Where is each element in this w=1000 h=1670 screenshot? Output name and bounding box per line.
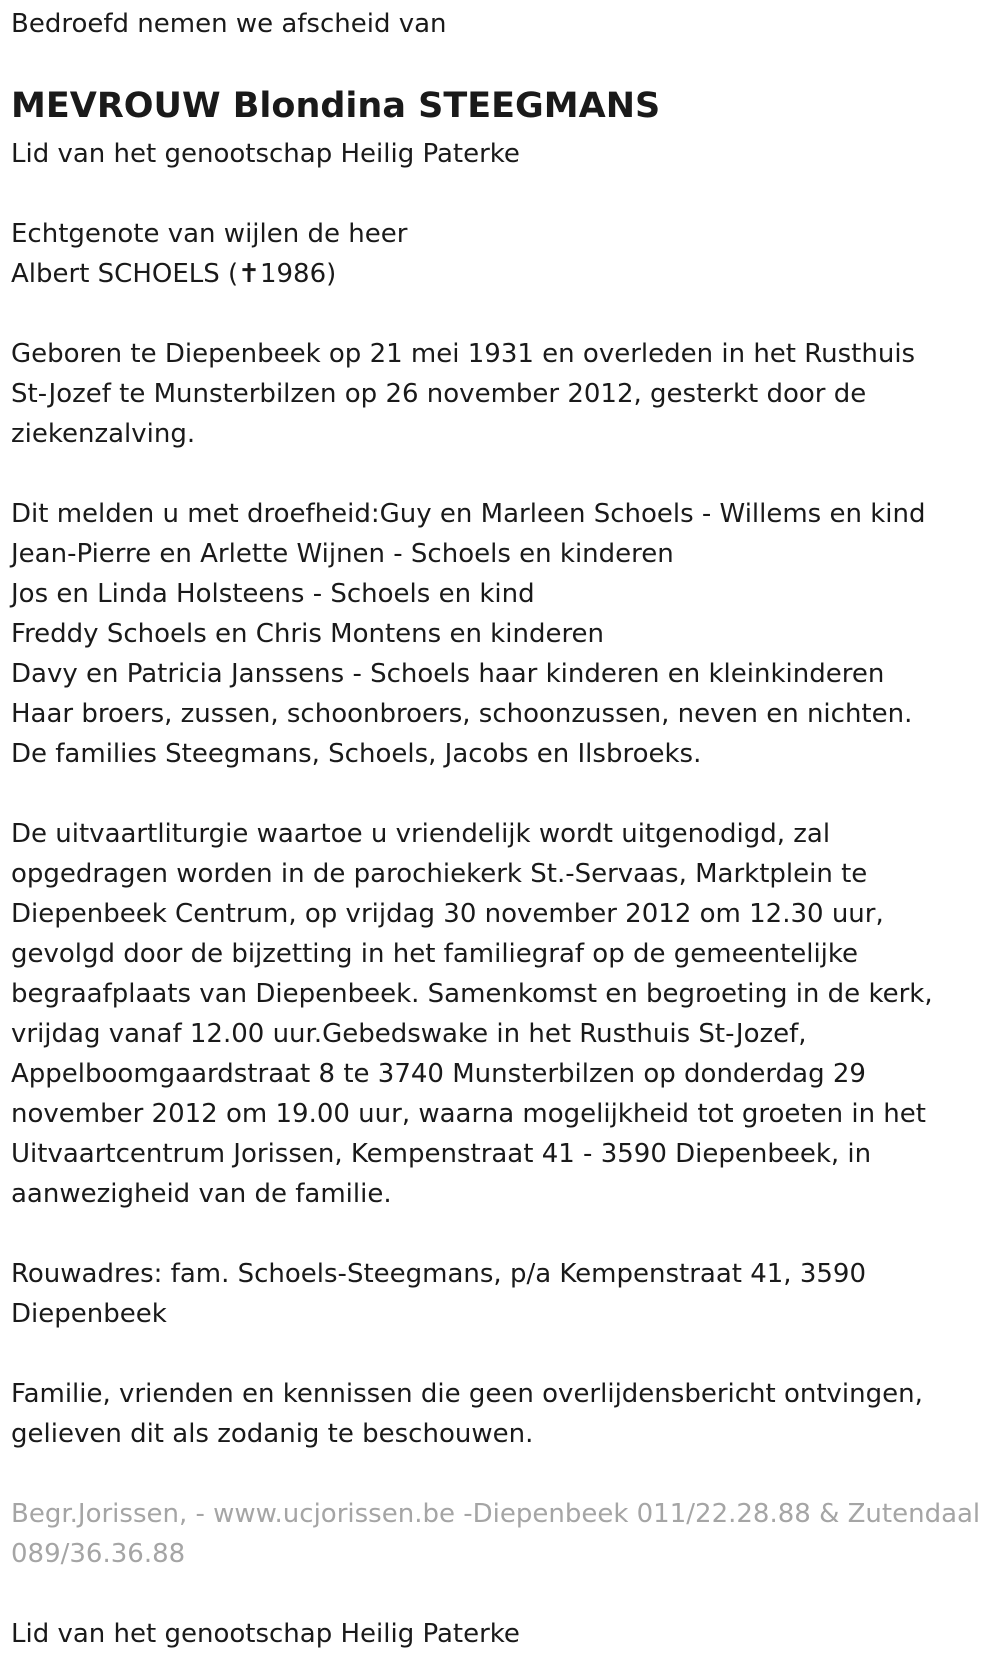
family-line: Jean-Pierre en Arlette Wijnen - Schoels en kinderen [11,539,674,569]
liturgy-line: begraafplaats van Diepenbeek. Samenkomst en begroeting in de kerk, [11,979,933,1009]
family-section [11,494,990,774]
deceased-name: MEVROUW Blondina STEEGMANS [11,86,661,126]
birth-line: Geboren te Diepenbeek op 21 mei 1931 en overleden in het Rusthuis [11,339,916,369]
funeral-home-line: 089/36.36.88 [11,1539,186,1569]
notice-section [11,1374,990,1454]
birth-line: St-Jozef te Munsterbilzen op 26 november 2012, gesterkt door de [11,379,867,409]
liturgy-line: Appelboomgaardstraat 8 te 3740 Munsterbilzen op donderdag 29 [11,1059,866,1089]
liturgy-line: De uitvaartliturgie waartoe u vriendelijk wordt uitgenodigd, zal [11,819,831,849]
intro-text: Bedroefd nemen we afscheid van [11,9,447,39]
notice-line: gelieven dit als zodanig te beschouwen. [11,1419,534,1449]
liturgy-line: november 2012 om 19.00 uur, waarna mogelijkheid tot groeten in het [11,1099,926,1129]
mourning-address-section [11,1254,990,1334]
liturgy-line: gevolgd door de bijzetting in het familiegraf op de gemeentelijke [11,939,859,969]
address-line: Diepenbeek [11,1299,167,1329]
liturgy-line: opgedragen worden in de parochiekerk St.-Servaas, Marktplein te [11,859,868,889]
notice-line: Familie, vrienden en kennissen die geen overlijdensbericht ontvingen, [11,1379,923,1409]
liturgy-line: Uitvaartcentrum Jorissen, Kempenstraat 41 - 3590 Diepenbeek, in [11,1139,872,1169]
birth-line: ziekenzalving. [11,419,196,449]
membership-footer: Lid van het genootschap Heilig Paterke [11,1619,520,1649]
funeral-home-section [11,1494,990,1574]
liturgy-line: vrijdag vanaf 12.00 uur.Gebedswake in het Rusthuis St-Jozef, [11,1019,807,1049]
liturgy-section [11,814,990,1214]
family-line: Davy en Patricia Janssens - Schoels haar kinderen en kleinkinderen [11,659,885,689]
membership-line: Lid van het genootschap Heilig Paterke [11,139,520,169]
funeral-home-line: Begr.Jorissen, - www.ucjorissen.be -Diepenbeek 011/22.28.88 & Zutendaal [11,1499,981,1529]
family-line: Dit melden u met droefheid:Guy en Marleen Schoels - Willems en kind [11,499,926,529]
spouse-line: Albert SCHOELS (✝1986) [11,259,337,289]
spouse-section [11,214,990,294]
family-line: Jos en Linda Holsteens - Schoels en kind [11,579,535,609]
birth-death-section [11,334,990,454]
spouse-line: Echtgenote van wijlen de heer [11,219,408,249]
liturgy-line: aanwezigheid van de familie. [11,1179,392,1209]
address-line: Rouwadres: fam. Schoels-Steegmans, p/a Kempenstraat 41, 3590 [11,1259,867,1289]
family-line: De families Steegmans, Schoels, Jacobs en Ilsbroeks. [11,739,702,769]
family-line: Freddy Schoels en Chris Montens en kinderen [11,619,605,649]
family-line: Haar broers, zussen, schoonbroers, schoonzussen, neven en nichten. [11,699,913,729]
liturgy-line: Diepenbeek Centrum, op vrijdag 30 november 2012 om 12.30 uur, [11,899,884,929]
